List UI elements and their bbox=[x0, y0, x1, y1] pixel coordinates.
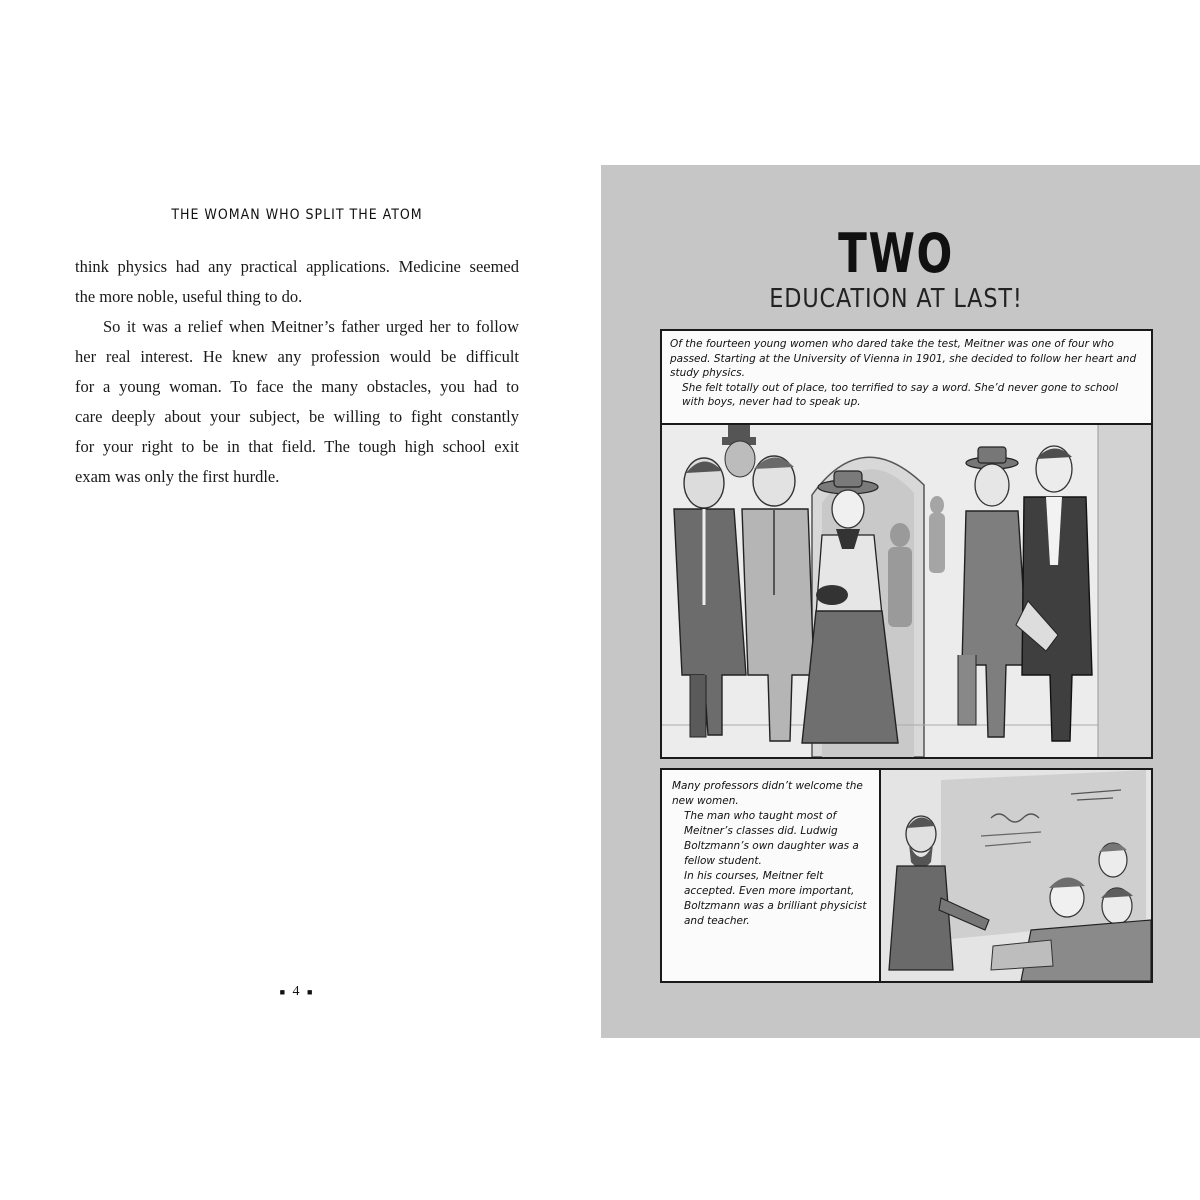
caption-paragraph: In his courses, Meitner felt accepted. Even more important, Boltzmann was a brilliant physicist and teacher. bbox=[684, 870, 867, 927]
folio-dot-icon: ■ bbox=[307, 986, 315, 997]
comic-panel-bottom bbox=[660, 768, 1153, 983]
caption-paragraph: Of the fourteen young women who dared take the test, Meitner was one of four who passed. Starting at the University of Vienna in 1901, she decided to follow her heart and study physics. bbox=[670, 338, 1137, 379]
illustration-hallway bbox=[662, 425, 1151, 757]
panel-caption bbox=[662, 331, 1151, 425]
caption-paragraph: She felt totally out of place, too terrified to say a word. She’d never gone to school with boys, never had to speak up. bbox=[682, 381, 1119, 408]
body-line: for your right to be in that field. The tough high school exit bbox=[75, 437, 519, 456]
chapter-title: EDUCATION AT LAST! bbox=[769, 284, 1023, 314]
body-line: So it was a relief when Meitner’s father urged her to follow bbox=[103, 317, 519, 336]
page-number-value: 4 bbox=[292, 984, 302, 999]
running-head: THE WOMAN WHO SPLIT THE ATOM bbox=[171, 207, 423, 223]
illustration-lecture bbox=[881, 770, 1151, 981]
caption-paragraph: The man who taught most of Meitner’s classes did. Ludwig Boltzmann’s own daughter was a fellow student. bbox=[684, 810, 859, 867]
panel-caption bbox=[662, 770, 881, 981]
chapter-number: TWO bbox=[838, 222, 954, 285]
caption-paragraph: Many professors didn’t welcome the new women. bbox=[672, 780, 863, 807]
body-line: think physics had any practical applications. Medicine seemed bbox=[75, 257, 519, 276]
comic-panel-top bbox=[660, 329, 1153, 759]
body-line: care deeply about your subject, be willing to fight constantly bbox=[75, 407, 519, 426]
folio-dot-icon: ■ bbox=[279, 986, 287, 997]
body-line: her real interest. He knew any profession would be difficult bbox=[75, 347, 519, 366]
body-line: the more noble, useful thing to do. bbox=[75, 287, 303, 306]
body-line: for a young woman. To face the many obstacles, you had to bbox=[75, 377, 519, 396]
body-line: exam was only the first hurdle. bbox=[75, 467, 280, 486]
page-number bbox=[75, 984, 519, 1000]
body-text bbox=[75, 252, 519, 492]
